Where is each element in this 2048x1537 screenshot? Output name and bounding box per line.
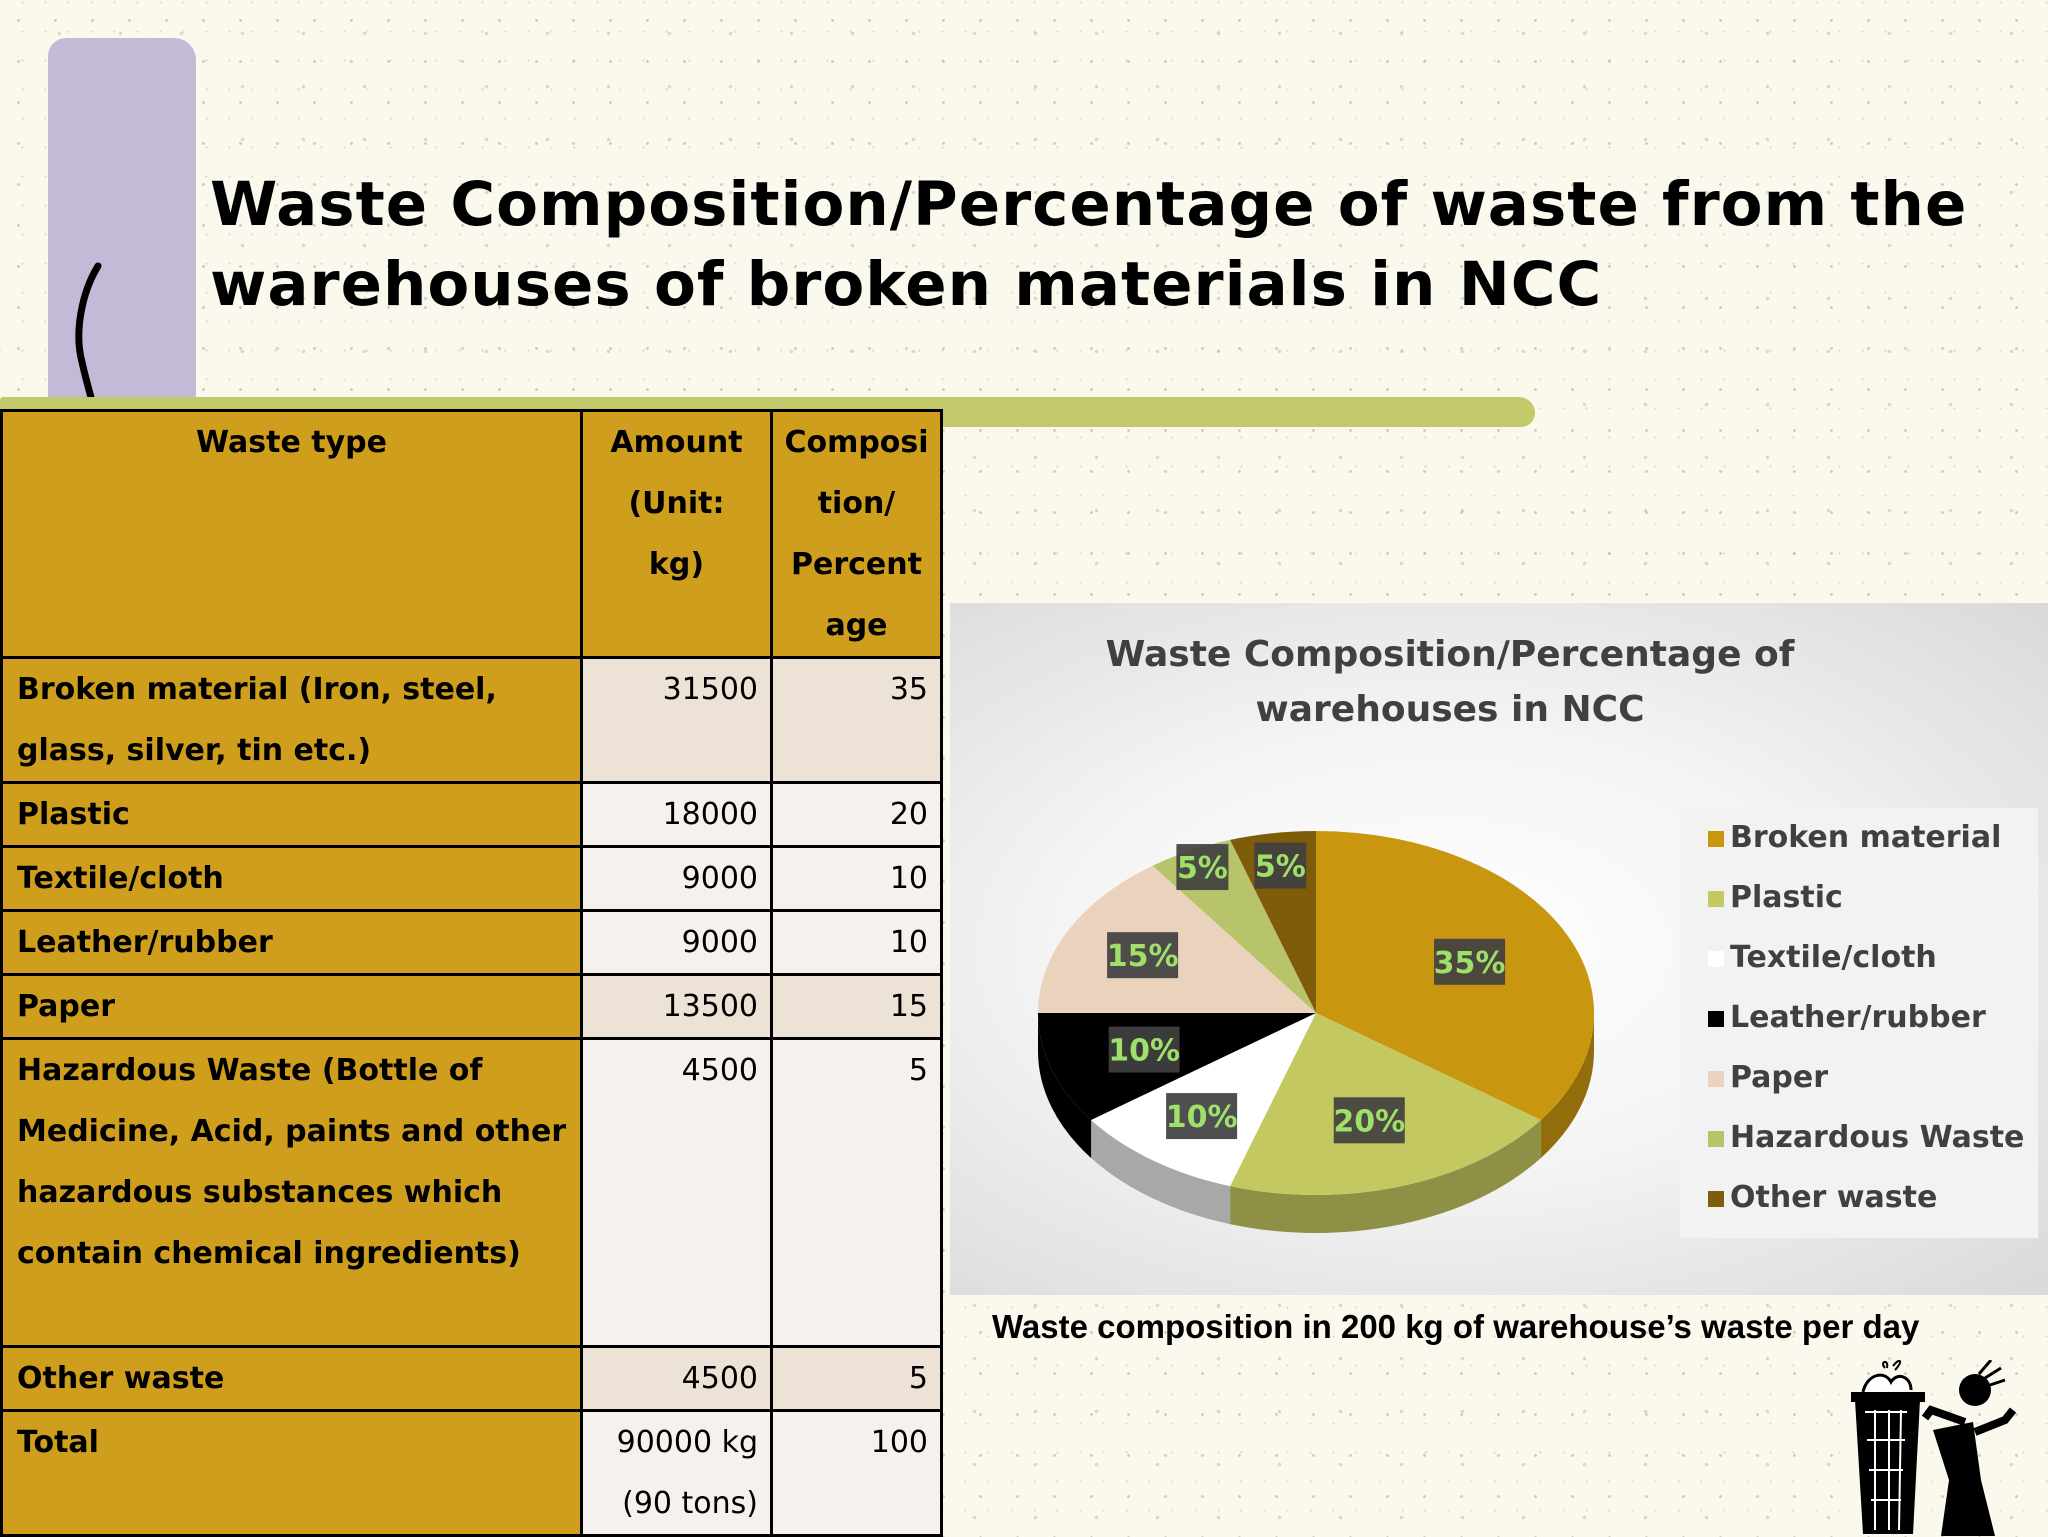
pie-data-label <box>1107 932 1179 978</box>
header-amount-line: (Unit: <box>628 486 725 521</box>
legend-label: Broken material <box>1730 820 2002 855</box>
cell-text: hazardous substances which <box>17 1175 503 1210</box>
pie-data-label-text: 5% <box>1176 851 1228 887</box>
pie-data-label-text: 10% <box>1108 1033 1181 1069</box>
legend-item <box>1680 988 2038 1048</box>
cell-percent: 10 <box>772 847 942 911</box>
cell-amount: 13500 <box>582 975 772 1039</box>
legend-item <box>1680 1108 2038 1168</box>
legend-label: Textile/cloth <box>1730 940 1937 975</box>
cell-amount <box>582 1411 772 1536</box>
header-amount-line: Amount <box>610 425 743 460</box>
legend-swatch <box>1708 1011 1724 1027</box>
cell-waste-type: Other waste <box>2 1347 582 1411</box>
cell-amount: 4500 <box>582 1039 772 1347</box>
pie-data-label-text: 35% <box>1433 945 1506 981</box>
header-composition-line: tion/ <box>817 486 896 521</box>
header-composition-line: age <box>825 608 888 643</box>
cell-waste-type: Textile/cloth <box>2 847 582 911</box>
pie-data-label <box>1254 843 1306 889</box>
chart-title-line: warehouses in NCC <box>1255 689 1645 730</box>
cell-percent: 5 <box>772 1039 942 1347</box>
pie-data-label <box>1176 844 1228 890</box>
chart-title <box>1090 627 1810 737</box>
cell-amount: 9000 <box>582 911 772 975</box>
header-composition <box>772 411 942 658</box>
table-row <box>2 1347 942 1411</box>
legend-swatch <box>1708 951 1724 967</box>
pie-data-label-text: 15% <box>1106 939 1179 975</box>
legend-item <box>1680 868 2038 928</box>
pie-chart-panel <box>950 603 2048 1295</box>
table-row <box>2 847 942 911</box>
header-amount-line: kg) <box>648 547 705 582</box>
pie-data-label <box>1434 939 1506 985</box>
legend-label: Paper <box>1730 1060 1829 1095</box>
legend-label: Plastic <box>1730 880 1843 915</box>
cell-percent: 35 <box>772 658 942 783</box>
legend-item <box>1680 928 2038 988</box>
legend-label: Leather/rubber <box>1730 1000 1986 1035</box>
cell-text: (90 tons) <box>622 1486 758 1521</box>
cell-percent: 20 <box>772 783 942 847</box>
table-row <box>2 1039 942 1347</box>
header-amount <box>582 411 772 658</box>
pie-data-label <box>1108 1027 1180 1073</box>
cell-text: 90000 kg <box>616 1425 758 1460</box>
pie-data-label-text: 10% <box>1165 1100 1238 1136</box>
slide-title-line-1: Waste Composition/Percentage of waste from the <box>210 169 1968 240</box>
table-row <box>2 911 942 975</box>
legend-swatch <box>1708 1191 1724 1207</box>
waste-table <box>0 409 943 1537</box>
cell-percent: 15 <box>772 975 942 1039</box>
legend-swatch <box>1708 1071 1724 1087</box>
table-row-total <box>2 1411 942 1536</box>
cell-amount: 18000 <box>582 783 772 847</box>
cell-text: Medicine, Acid, paints and other <box>17 1114 567 1149</box>
chart-legend <box>1680 808 2038 1238</box>
cell-percent: 10 <box>772 911 942 975</box>
cell-text: glass, silver, tin etc.) <box>17 733 372 768</box>
table-row <box>2 783 942 847</box>
legend-swatch <box>1708 1131 1724 1147</box>
legend-item <box>1680 808 2038 868</box>
cell-amount: 31500 <box>582 658 772 783</box>
legend-label: Other waste <box>1730 1180 1938 1215</box>
pie-slices <box>1038 831 1594 1195</box>
legend-swatch <box>1708 891 1724 907</box>
trash-can-person-icon <box>1845 1360 2020 1536</box>
bracket-decoration-icon <box>68 262 108 412</box>
header-composition-line: Percent <box>791 547 922 582</box>
legend-swatch <box>1708 831 1724 847</box>
table-header-row <box>2 411 942 658</box>
cell-percent: 5 <box>772 1347 942 1411</box>
cell-waste-type: Total <box>2 1411 582 1536</box>
cell-amount: 4500 <box>582 1347 772 1411</box>
cell-waste-type: Leather/rubber <box>2 911 582 975</box>
cell-waste-type <box>2 658 582 783</box>
cell-text: contain chemical ingredients) <box>17 1236 521 1271</box>
pie-data-label <box>1166 1093 1238 1139</box>
slide-title <box>210 165 1970 325</box>
pie-data-label-text: 5% <box>1254 849 1306 885</box>
pie-data-label-text: 20% <box>1333 1104 1406 1140</box>
table-row <box>2 975 942 1039</box>
chart-title-line: Waste Composition/Percentage of <box>1105 634 1795 675</box>
pie-data-label <box>1333 1097 1405 1143</box>
chart-caption: Waste composition in 200 kg of warehouse’s waste per day <box>992 1308 1920 1345</box>
cell-waste-type: Paper <box>2 975 582 1039</box>
cell-text: Hazardous Waste (Bottle of <box>17 1053 483 1088</box>
header-waste-type: Waste type <box>2 411 582 658</box>
cell-waste-type <box>2 1039 582 1347</box>
legend-item <box>1680 1048 2038 1108</box>
legend-label: Hazardous Waste <box>1730 1120 2025 1155</box>
header-composition-line: Composi <box>784 425 929 460</box>
cell-amount: 9000 <box>582 847 772 911</box>
cell-waste-type: Plastic <box>2 783 582 847</box>
legend-item <box>1680 1168 2038 1228</box>
cell-percent: 100 <box>772 1411 942 1536</box>
slide-title-line-2: warehouses of broken materials in NCC <box>210 249 1603 320</box>
cell-text: Broken material (Iron, steel, <box>17 672 497 707</box>
table-row <box>2 658 942 783</box>
